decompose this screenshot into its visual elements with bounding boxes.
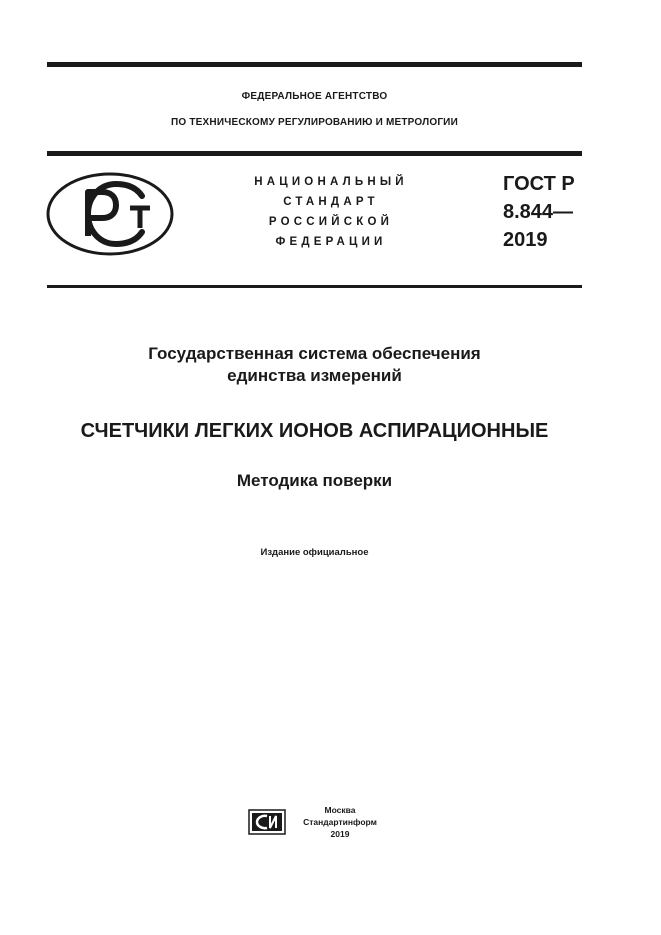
document-title: СЧЕТЧИКИ ЛЕГКИХ ИОНОВ АСПИРАЦИОННЫЕ [80, 420, 549, 442]
standard-type [240, 172, 422, 252]
standartinform-logo-icon [248, 809, 286, 835]
standard-type-line4: ФЕДЕРАЦИИ [275, 236, 387, 248]
publisher-block [294, 804, 386, 840]
publisher-name: Стандартинформ [303, 817, 377, 827]
publisher-year: 2019 [330, 829, 350, 839]
header-bottom-rule [47, 285, 582, 288]
edition-note: Издание официальное [260, 547, 369, 558]
system-title-line2: единства измерений [227, 366, 402, 385]
header-rule [47, 151, 582, 156]
agency-name-line1: ФЕДЕРАЛЬНОЕ АГЕНТСТВО [241, 91, 388, 102]
document-subtitle: Методика поверки [236, 471, 393, 490]
top-rule [47, 62, 582, 67]
designation-line2: 8.844— [503, 201, 574, 223]
designation-line3: 2019 [503, 229, 548, 251]
designation-line1: ГОСТ Р [503, 173, 575, 195]
publisher-city: Москва [324, 805, 356, 815]
standard-type-line2: СТАНДАРТ [283, 196, 379, 208]
standard-type-line3: РОССИЙСКОЙ [268, 216, 394, 228]
rst-emblem-icon [46, 172, 174, 256]
system-title [47, 343, 582, 387]
agency-name-line2: ПО ТЕХНИЧЕСКОМУ РЕГУЛИРОВАНИЮ И МЕТРОЛОГИИ [171, 117, 458, 128]
standard-type-line1: НАЦИОНАЛЬНЫЙ [254, 176, 408, 188]
system-title-line1: Государственная система обеспечения [148, 344, 481, 363]
standard-designation [503, 170, 575, 254]
